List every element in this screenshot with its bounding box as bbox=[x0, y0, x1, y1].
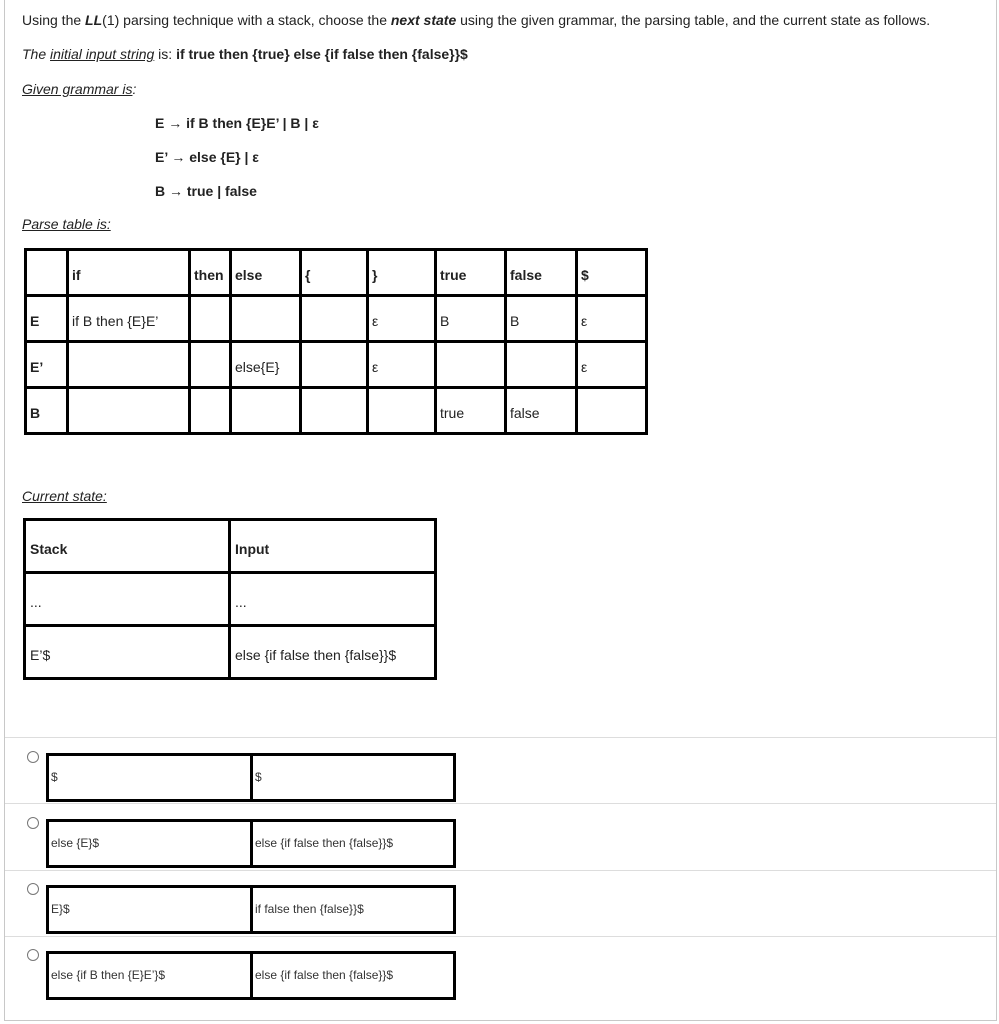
divider bbox=[5, 936, 996, 937]
table-cell: if B then {E}E’ bbox=[68, 296, 190, 342]
grammar-heading: Given grammar is: bbox=[22, 81, 137, 97]
radio-button[interactable] bbox=[27, 883, 39, 895]
option-stack: E}$ bbox=[48, 887, 252, 933]
grammar-rule: E’ → else {E} | ε bbox=[155, 149, 259, 165]
option-input: if false then {false}}$ bbox=[252, 887, 455, 933]
table-row bbox=[26, 388, 647, 434]
radio-button[interactable] bbox=[27, 751, 39, 763]
option-stack: else {if B then {E}E’}$ bbox=[48, 953, 252, 999]
table-cell: true bbox=[436, 250, 506, 296]
radio-button[interactable] bbox=[27, 949, 39, 961]
current-state-table bbox=[23, 518, 437, 680]
table-cell: ε bbox=[368, 296, 436, 342]
table-cell bbox=[190, 388, 231, 434]
answer-option-4[interactable] bbox=[0, 943, 999, 1003]
option-table bbox=[46, 885, 456, 934]
table-cell: E’ bbox=[26, 342, 68, 388]
table-row bbox=[26, 342, 647, 388]
table-row bbox=[48, 821, 455, 867]
table-cell: { bbox=[301, 250, 368, 296]
current-state-heading: Current state: bbox=[22, 488, 107, 504]
option-input: else {if false then {false}}$ bbox=[252, 953, 455, 999]
table-cell bbox=[301, 342, 368, 388]
parse-table-heading: Parse table is: bbox=[22, 216, 111, 232]
parse-table-header-row bbox=[26, 250, 647, 296]
table-cell: else {if false then {false}}$ bbox=[230, 626, 436, 679]
table-cell: $ bbox=[577, 250, 647, 296]
table-cell bbox=[68, 388, 190, 434]
table-cell: false bbox=[506, 250, 577, 296]
table-cell: Stack bbox=[25, 520, 230, 573]
current-state-header-row bbox=[25, 520, 436, 573]
question-text: Using the LL(1) parsing technique with a stack, choose the next state using the given grammar, the parsing table, and the current state as follows. bbox=[22, 12, 931, 28]
table-cell: E bbox=[26, 296, 68, 342]
parse-table bbox=[24, 248, 648, 435]
table-cell bbox=[231, 296, 301, 342]
divider bbox=[5, 870, 996, 871]
table-cell: true bbox=[436, 388, 506, 434]
option-stack: else {E}$ bbox=[48, 821, 252, 867]
table-cell: if bbox=[68, 250, 190, 296]
table-cell: E’$ bbox=[25, 626, 230, 679]
option-input: $ bbox=[252, 755, 455, 801]
answer-option-3[interactable] bbox=[0, 877, 999, 937]
table-row bbox=[48, 755, 455, 801]
table-cell bbox=[231, 388, 301, 434]
option-table bbox=[46, 951, 456, 1000]
table-cell: else{E} bbox=[231, 342, 301, 388]
table-cell bbox=[190, 296, 231, 342]
table-cell: ε bbox=[368, 342, 436, 388]
table-row bbox=[48, 953, 455, 999]
table-cell: ε bbox=[577, 296, 647, 342]
table-cell: ... bbox=[230, 573, 436, 626]
divider bbox=[5, 737, 996, 738]
table-cell bbox=[301, 296, 368, 342]
option-input: else {if false then {false}}$ bbox=[252, 821, 455, 867]
table-cell bbox=[436, 342, 506, 388]
table-cell bbox=[190, 342, 231, 388]
table-cell: ε bbox=[577, 342, 647, 388]
table-cell bbox=[577, 388, 647, 434]
table-cell: Input bbox=[230, 520, 436, 573]
table-cell bbox=[26, 250, 68, 296]
table-cell: ... bbox=[25, 573, 230, 626]
table-row bbox=[26, 296, 647, 342]
answer-option-1[interactable] bbox=[0, 745, 999, 805]
table-cell: false bbox=[506, 388, 577, 434]
divider bbox=[5, 803, 996, 804]
grammar-rule: E → if B then {E}E’ | B | ε bbox=[155, 115, 319, 131]
table-cell bbox=[68, 342, 190, 388]
table-cell: B bbox=[26, 388, 68, 434]
table-row bbox=[25, 573, 436, 626]
table-cell bbox=[301, 388, 368, 434]
table-cell: B bbox=[506, 296, 577, 342]
table-cell bbox=[368, 388, 436, 434]
table-row bbox=[48, 887, 455, 933]
table-cell: else bbox=[231, 250, 301, 296]
option-table bbox=[46, 753, 456, 802]
initial-input-line: The initial input string is: if true then {true} else {if false then {false}}$ bbox=[22, 46, 468, 62]
table-row bbox=[25, 626, 436, 679]
grammar-rule: B → true | false bbox=[155, 183, 257, 199]
answer-option-2[interactable] bbox=[0, 811, 999, 871]
option-table bbox=[46, 819, 456, 868]
table-cell: B bbox=[436, 296, 506, 342]
table-cell bbox=[506, 342, 577, 388]
table-cell: } bbox=[368, 250, 436, 296]
table-cell: then bbox=[190, 250, 231, 296]
option-stack: $ bbox=[48, 755, 252, 801]
radio-button[interactable] bbox=[27, 817, 39, 829]
